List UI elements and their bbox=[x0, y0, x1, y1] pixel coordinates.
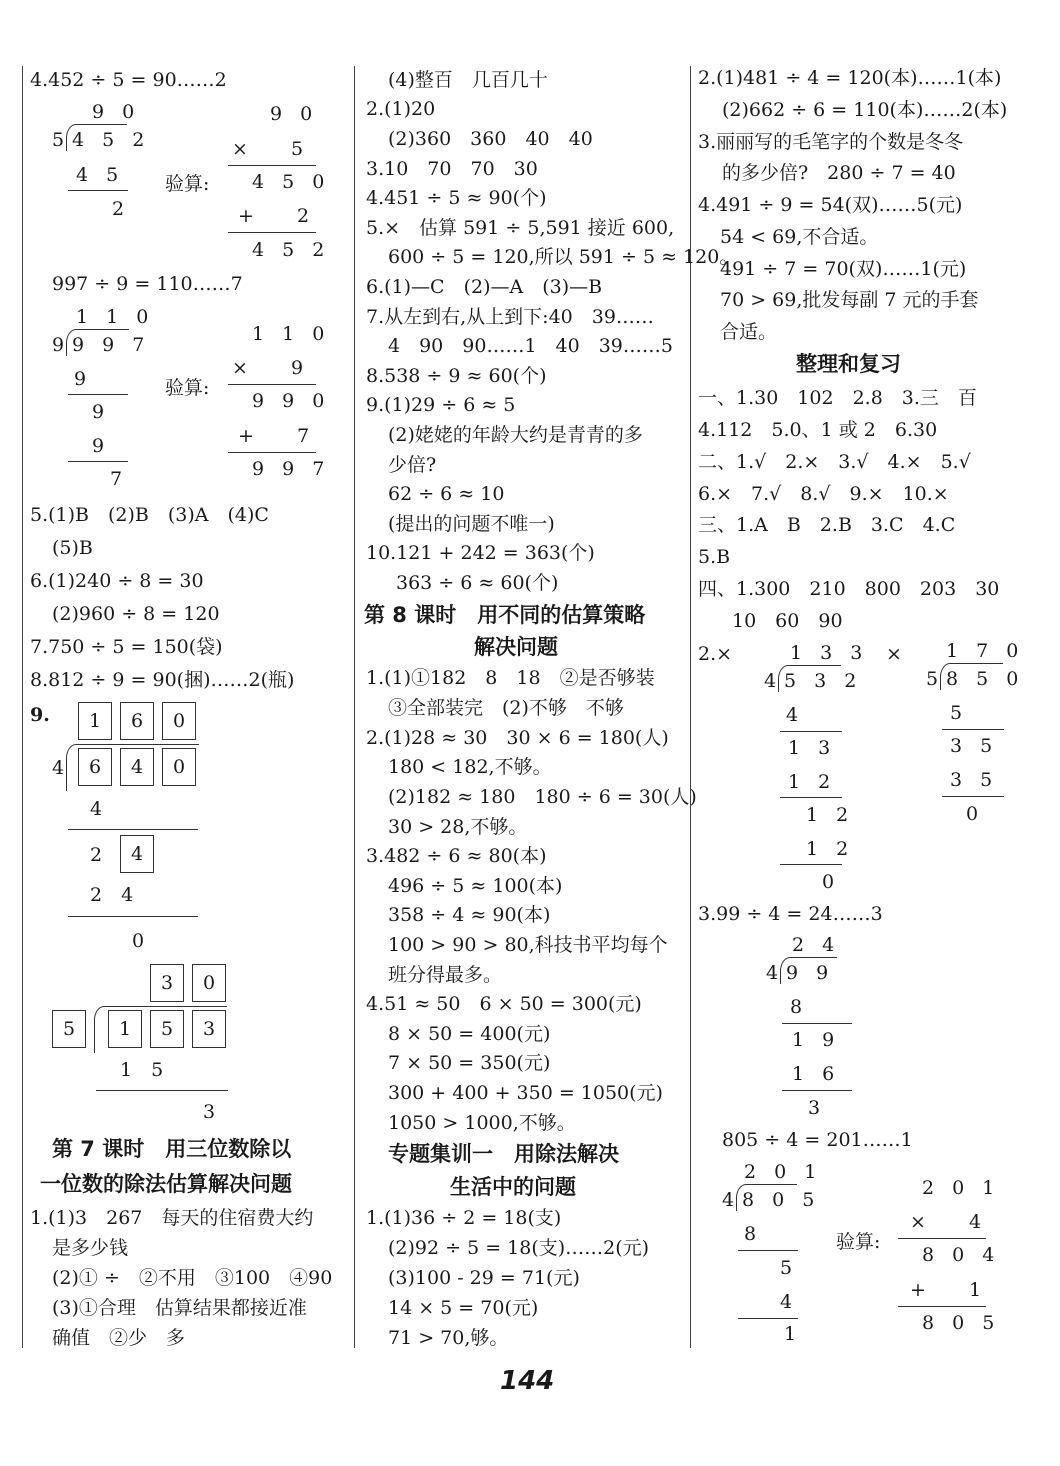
step: 3 5 bbox=[950, 735, 999, 757]
division-rule bbox=[942, 796, 1004, 797]
check-label: 验算: bbox=[165, 377, 210, 399]
step: 1 5 bbox=[120, 1059, 164, 1081]
divisor: 5 bbox=[52, 129, 71, 151]
answer-box: 0 bbox=[162, 748, 196, 786]
answer-line: 4.491 ÷ 9 = 54(双)……5(元) bbox=[698, 194, 963, 216]
q3-line: 3.99 ÷ 4 = 24……3 bbox=[698, 903, 883, 925]
divisor: 9 bbox=[52, 334, 71, 356]
answer-line: 54 < 69,不合适。 bbox=[720, 226, 879, 248]
check-line: × 9 bbox=[232, 357, 310, 379]
step: 1 2 bbox=[806, 804, 855, 826]
answer-line: 4.451 ÷ 5 ≈ 90(个) bbox=[366, 187, 547, 209]
section-title: 第 7 课时 用三位数除以 bbox=[52, 1137, 292, 1161]
answer-line: 300 + 400 + 350 = 1050(元) bbox=[388, 1082, 663, 1104]
division-rule bbox=[68, 190, 128, 191]
step: 9 bbox=[92, 401, 111, 423]
division-rule bbox=[68, 829, 198, 830]
answer-line: (2)① ÷ ②不用 ③100 ④90 bbox=[52, 1267, 333, 1289]
divisor: 5 bbox=[926, 668, 945, 690]
q5-line: 5.(1)B (2)B (3)A (4)C bbox=[30, 504, 269, 526]
dividend: 4 5 2 bbox=[72, 129, 151, 151]
check-line: + 1 bbox=[910, 1279, 988, 1301]
division-rule bbox=[738, 1318, 798, 1319]
division-rule bbox=[782, 1090, 852, 1091]
answer-line: 9.(1)29 ÷ 6 ≈ 5 bbox=[366, 394, 516, 416]
page-number: 144 bbox=[500, 1366, 555, 1396]
answer-line: 合适。 bbox=[720, 321, 778, 343]
check-line: 9 0 bbox=[270, 103, 319, 125]
answer-line: 180 < 182,不够。 bbox=[388, 756, 552, 778]
check-rule bbox=[228, 452, 316, 453]
division-rule bbox=[942, 729, 1004, 730]
answer-line: 358 ÷ 4 ≈ 90(本) bbox=[388, 904, 551, 926]
answer-line: (3)①合理 估算结果都接近准 bbox=[52, 1297, 307, 1319]
step: 1 2 bbox=[788, 771, 837, 793]
check-rule bbox=[898, 1306, 986, 1307]
answer-line: (3)100 - 29 = 71(元) bbox=[388, 1267, 580, 1289]
answer-line: 5.× 估算 591 ÷ 5,591 接近 600, bbox=[366, 217, 675, 239]
section-title: 生活中的问题 bbox=[450, 1175, 576, 1199]
answer-line: 491 ÷ 7 = 70(双)……1(元) bbox=[720, 258, 967, 280]
section-title: 第 8 课时 用不同的估算策略 bbox=[364, 603, 646, 627]
answer-line: 71 > 70,够。 bbox=[388, 1327, 509, 1349]
answer-line: 600 ÷ 5 = 120,所以 591 ÷ 5 ≈ 120。 bbox=[388, 246, 739, 268]
remainder: 0 bbox=[966, 803, 985, 825]
answer-box: 1 bbox=[78, 702, 112, 740]
division-rule bbox=[68, 916, 198, 917]
remainder: 3 bbox=[808, 1097, 827, 1119]
answer-line: 62 ÷ 6 ≈ 10 bbox=[388, 483, 505, 505]
check-rule bbox=[228, 232, 316, 233]
check-rule bbox=[228, 165, 316, 166]
answer-line: (4)整百 几百几十 bbox=[388, 69, 548, 91]
answer-line: 363 ÷ 6 ≈ 60(个) bbox=[396, 572, 559, 594]
divisor: 4 bbox=[766, 962, 785, 984]
check-line: 9 9 0 bbox=[252, 390, 331, 412]
quotient: 2 4 bbox=[792, 934, 841, 956]
answer-box: 1 bbox=[108, 1010, 142, 1048]
answer-line: (提出的问题不唯一) bbox=[388, 513, 555, 535]
answer-box: 4 bbox=[120, 748, 154, 786]
step: 1 2 bbox=[806, 838, 855, 860]
division-rule bbox=[782, 1023, 852, 1024]
answer-line: 1.(1)36 ÷ 2 = 18(支) bbox=[366, 1207, 562, 1229]
quotient: 1 7 0 bbox=[946, 640, 1025, 662]
divisor: 4 bbox=[764, 670, 783, 692]
check-label: 验算: bbox=[165, 173, 210, 195]
answer-line: (2)92 ÷ 5 = 18(支)……2(元) bbox=[388, 1237, 650, 1259]
answer-line: 4 90 90……1 40 39……5 bbox=[388, 335, 673, 357]
answer-line: (2)姥姥的年龄大约是青青的多 bbox=[388, 424, 643, 446]
answer-line: 100 > 90 > 80,科技书平均每个 bbox=[388, 934, 668, 956]
q6-line: (2)960 ÷ 8 = 120 bbox=[52, 603, 220, 625]
step: 5 bbox=[950, 702, 969, 724]
step: 8 bbox=[790, 996, 809, 1018]
step: 4 bbox=[786, 704, 805, 726]
answer-line: 70 > 69,批发每副 7 元的手套 bbox=[720, 289, 979, 311]
step: 3 5 bbox=[950, 769, 999, 791]
answer-line: 四、1.300 210 800 203 30 bbox=[698, 578, 1000, 600]
answer-line: 5.B bbox=[698, 546, 731, 568]
divisor: 4 bbox=[52, 757, 65, 779]
answer-line: 3.482 ÷ 6 ≈ 80(本) bbox=[366, 845, 547, 867]
answer-line: 6.× 7.√ 8.√ 9.× 10.× bbox=[698, 483, 949, 505]
answer-line: (2)360 360 40 40 bbox=[388, 128, 593, 150]
division-rule bbox=[68, 461, 128, 462]
q7-line: 7.750 ÷ 5 = 150(袋) bbox=[30, 636, 223, 658]
equation: 805 ÷ 4 = 201……1 bbox=[722, 1129, 913, 1151]
answer-line: (2)662 ÷ 6 = 110(本)……2(本) bbox=[722, 99, 1008, 121]
q4-line: 4.452 ÷ 5 = 90……2 bbox=[30, 69, 227, 91]
column-divider-1 bbox=[354, 66, 355, 1348]
answer-line: 1.(1)3 267 每天的住宿费大约 bbox=[30, 1207, 314, 1229]
answer-line: 2.(1)20 bbox=[366, 98, 436, 120]
dividend: 8 5 0 bbox=[946, 668, 1025, 690]
answer-box: 0 bbox=[162, 702, 196, 740]
remainder: 2 bbox=[112, 198, 131, 220]
check-line: × 4 bbox=[910, 1211, 988, 1233]
answer-box: 3 bbox=[192, 1010, 226, 1048]
answer-line: 二、1.√ 2.× 3.√ 4.× 5.√ bbox=[698, 451, 971, 473]
section-title: 解决问题 bbox=[474, 635, 558, 659]
answer-line: (2)182 ≈ 180 180 ÷ 6 = 30(人) bbox=[388, 786, 697, 808]
answer-line: 2.(1)28 ≈ 30 30 × 6 = 180(人) bbox=[366, 727, 669, 749]
answer-line: 3.丽丽写的毛笔字的个数是冬冬 bbox=[698, 131, 964, 153]
answer-line: 2.(1)481 ÷ 4 = 120(本)……1(本) bbox=[698, 67, 1002, 89]
remainder: 3 bbox=[203, 1101, 216, 1123]
division-rule bbox=[780, 797, 842, 798]
division-rule bbox=[780, 864, 842, 865]
answer-line: 一、1.30 102 2.8 3.三 百 bbox=[698, 387, 977, 409]
check-line: 1 1 0 bbox=[252, 323, 331, 345]
answer-box: 5 bbox=[150, 1010, 184, 1048]
answer-line: 三、1.A B 2.B 3.C 4.C bbox=[698, 514, 956, 536]
q2-mark: × bbox=[886, 643, 902, 665]
check-line: + 7 bbox=[238, 425, 316, 447]
answer-line: 6.(1)—C (2)—A (3)—B bbox=[366, 276, 603, 298]
answer-line: 10 60 90 bbox=[732, 610, 843, 632]
check-line: 8 0 4 bbox=[922, 1244, 1001, 1266]
section-title: 专题集训一 用除法解决 bbox=[388, 1142, 619, 1166]
section-title: 整理和复习 bbox=[796, 352, 901, 376]
answer-box: 0 bbox=[192, 964, 226, 1002]
q6-line: 6.(1)240 ÷ 8 = 30 bbox=[30, 570, 204, 592]
check-label: 验算: bbox=[836, 1231, 881, 1253]
dividend: 8 0 5 bbox=[742, 1189, 821, 1211]
answer-box: 4 bbox=[120, 835, 154, 873]
check-line: 9 9 7 bbox=[252, 458, 331, 480]
step: 1 3 bbox=[788, 737, 837, 759]
step: 4 5 bbox=[76, 164, 125, 186]
q8-line: 8.812 ÷ 9 = 90(捆)……2(瓶) bbox=[30, 669, 295, 691]
equation: 997 ÷ 9 = 110……7 bbox=[52, 273, 243, 295]
answer-line: 30 > 28,不够。 bbox=[388, 816, 528, 838]
check-line: × 5 bbox=[232, 138, 310, 160]
division-rule bbox=[738, 1250, 798, 1251]
answer-line: 3.10 70 70 30 bbox=[366, 158, 538, 180]
answer-line: 8.538 ÷ 9 ≈ 60(个) bbox=[366, 365, 547, 387]
check-line: + 2 bbox=[238, 205, 316, 227]
dividend: 9 9 bbox=[786, 962, 835, 984]
step: 9 bbox=[74, 368, 93, 390]
step: 2 4 bbox=[90, 884, 134, 906]
answer-line: 确值 ②少 多 bbox=[52, 1327, 186, 1349]
answer-line: 少倍? bbox=[388, 454, 437, 476]
answer-line: 的多少倍? 280 ÷ 7 = 40 bbox=[722, 162, 956, 184]
answer-line: 1050 > 1000,不够。 bbox=[388, 1112, 576, 1134]
step: 8 bbox=[744, 1223, 763, 1245]
division-rule bbox=[780, 731, 842, 732]
quotient: 9 0 bbox=[92, 101, 141, 123]
check-line: 8 0 5 bbox=[922, 1312, 1001, 1334]
section-title: 一位数的除法估算解决问题 bbox=[40, 1172, 292, 1196]
answer-line: 4.112 5.0、1 或 2 6.30 bbox=[698, 419, 938, 441]
answer-line: 班分得最多。 bbox=[388, 964, 503, 986]
check-rule bbox=[898, 1238, 986, 1239]
dividend: 5 3 2 bbox=[784, 670, 863, 692]
divisor: 4 bbox=[722, 1189, 741, 1211]
remainder: 7 bbox=[110, 468, 129, 490]
answer-line: 是多少钱 bbox=[52, 1237, 129, 1259]
step: 9 bbox=[92, 435, 111, 457]
division-rule bbox=[96, 1090, 228, 1091]
check-line: 4 5 0 bbox=[252, 171, 331, 193]
step: 5 bbox=[780, 1257, 799, 1279]
answer-line: 7 × 50 = 350(元) bbox=[388, 1052, 551, 1074]
answer-box: 5 bbox=[52, 1010, 86, 1048]
answer-line: 8 × 50 = 400(元) bbox=[388, 1023, 551, 1045]
step: 1 6 bbox=[792, 1063, 841, 1085]
answer-line: 10.121 + 242 = 363(个) bbox=[366, 542, 595, 564]
q5-line: (5)B bbox=[52, 537, 93, 559]
answer-line: 1.(1)①182 8 18 ②是否够装 bbox=[366, 667, 655, 689]
quotient: 1 3 3 bbox=[790, 642, 869, 664]
column-divider-left bbox=[22, 66, 23, 1348]
step: 4 bbox=[90, 798, 103, 820]
division-rule bbox=[68, 394, 128, 395]
quotient: 1 1 0 bbox=[76, 306, 155, 328]
step: 1 9 bbox=[792, 1029, 841, 1051]
check-line: 4 5 2 bbox=[252, 239, 331, 261]
answer-line: ③全部装完 (2)不够 不够 bbox=[388, 697, 624, 719]
answer-line: 4.51 ≈ 50 6 × 50 = 300(元) bbox=[366, 993, 642, 1015]
q9-label: 9. bbox=[30, 704, 50, 726]
remainder: 1 bbox=[784, 1323, 803, 1345]
answer-line: 496 ÷ 5 ≈ 100(本) bbox=[388, 875, 563, 897]
quotient: 2 0 1 bbox=[744, 1161, 823, 1183]
q2-mark: 2.× bbox=[698, 643, 733, 665]
step: 4 bbox=[780, 1291, 799, 1313]
dividend: 9 9 7 bbox=[72, 334, 151, 356]
answer-box: 6 bbox=[78, 748, 112, 786]
step: 2 bbox=[90, 844, 103, 866]
answer-line: 7.从左到右,从上到下:40 39…… bbox=[366, 306, 654, 328]
answer-box: 6 bbox=[120, 702, 154, 740]
check-line: 2 0 1 bbox=[922, 1177, 1001, 1199]
answer-line: 14 × 5 = 70(元) bbox=[388, 1297, 539, 1319]
remainder: 0 bbox=[822, 871, 841, 893]
answer-box: 3 bbox=[150, 964, 184, 1002]
remainder: 0 bbox=[132, 930, 145, 952]
check-rule bbox=[228, 384, 316, 385]
